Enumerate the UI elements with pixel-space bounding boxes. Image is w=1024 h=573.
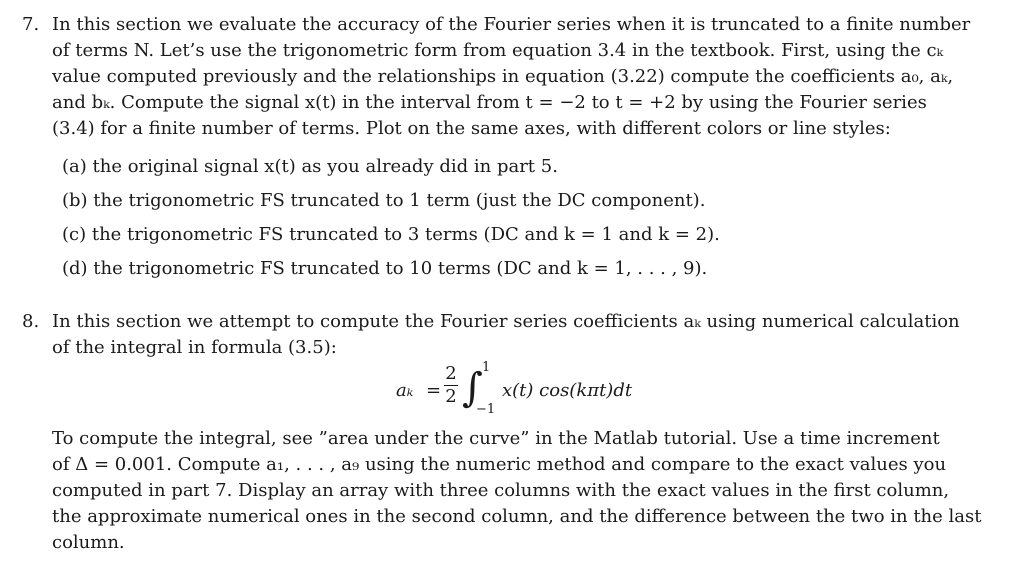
problem-8-text — [52, 309, 982, 361]
text-line: of terms N. Let’s use the trigonometric form from equation 3.4 in the textbook. First, using the cₖ — [52, 40, 944, 61]
fraction-denominator: 2 — [445, 386, 457, 407]
text-line: In this section we evaluate the accuracy of the Fourier series when it is truncated to a finite number — [52, 14, 971, 35]
problem-number: 7. — [22, 14, 40, 35]
text-line: of Δ = 0.001. Compute a₁, . . . , a₉ using the numeric method and compare to the exact values you — [52, 454, 947, 475]
subitem-d: (d) the trigonometric FS truncated to 10 terms (DC and k = 1, . . . , 9). — [62, 258, 708, 279]
subitem-c: (c) the trigonometric FS truncated to 3 terms (DC and k = 1 and k = 2). — [62, 224, 720, 245]
integral-upper-limit: 1 — [482, 360, 491, 375]
subitem-list — [62, 150, 982, 286]
formula-lhs: aₖ — [396, 380, 414, 401]
text-line: In this section we attempt to compute the Fourier series coefficients aₖ using numerical calculation — [52, 311, 960, 332]
subitem-a: (a) the original signal x(t) as you already did in part 5. — [62, 156, 558, 177]
problem-7-text — [52, 12, 982, 142]
text-line: To compute the integral, see ”area under the curve” in the Matlab tutorial. Use a time increment — [52, 428, 940, 449]
text-line: value computed previously and the relationships in equation (3.22) compute the coefficients a₀, aₖ, — [52, 66, 954, 87]
text-line: the approximate numerical ones in the second column, and the difference between the two in the last — [52, 506, 982, 527]
formula-equals: = — [426, 380, 442, 401]
problem-number: 8. — [22, 311, 40, 332]
problem-8-instructions — [52, 426, 982, 556]
problem-8 — [22, 309, 982, 361]
formula-fraction — [444, 364, 458, 407]
text-line: (3.4) for a finite number of terms. Plot on the same axes, with different colors or line styles: — [52, 118, 891, 139]
fraction-numerator: 2 — [445, 363, 457, 384]
text-line: computed in part 7. Display an array with three columns with the exact values in the first column, — [52, 480, 950, 501]
integral-lower-limit: −1 — [476, 402, 496, 417]
text-line: column. — [52, 532, 125, 553]
problem-7 — [22, 12, 982, 286]
text-line: and bₖ. Compute the signal x(t) in the interval from t = −2 to t = +2 by using the Fourier series — [52, 92, 927, 113]
subitem-b: (b) the trigonometric FS truncated to 1 term (just the DC component). — [62, 190, 706, 211]
formula-integrand: x(t) cos(kπt)dt — [502, 380, 633, 401]
text-line: of the integral in formula (3.5): — [52, 337, 337, 358]
integral-sign: ∫ — [462, 365, 483, 411]
